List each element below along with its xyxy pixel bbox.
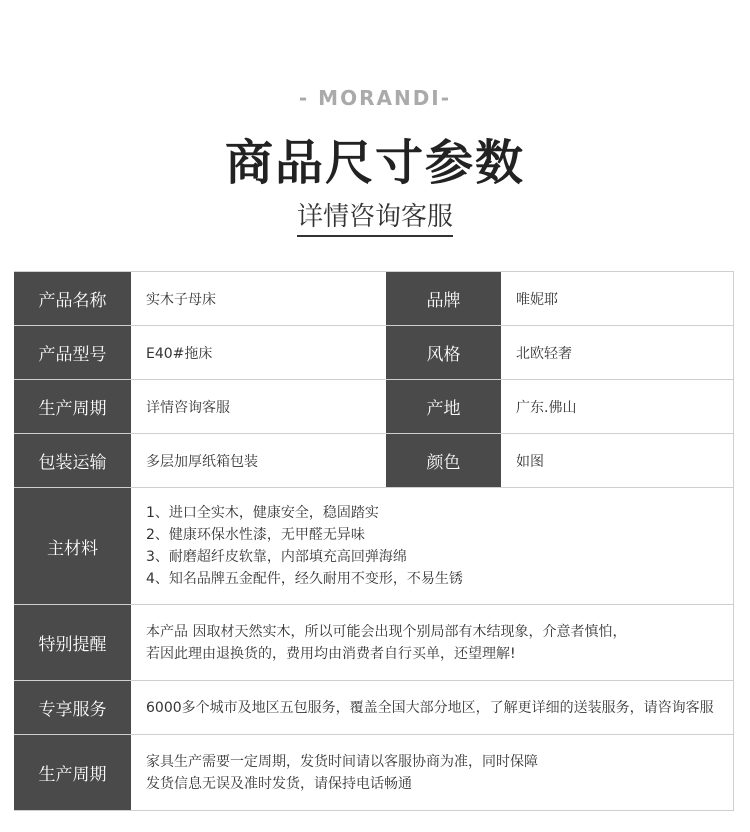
spec-value: 多层加厚纸箱包装	[131, 434, 386, 487]
notice-line: 若因此理由退换货的，费用均由消费者自行买单，还望理解!	[146, 645, 516, 662]
spec-label: 风格	[386, 326, 501, 379]
notice-line: 本产品 因取材天然实木，所以可能会出现个别局部有木结现象，介意者慎怕，	[146, 623, 627, 640]
spec-row-notice	[14, 605, 734, 681]
material-line: 3、耐磨超纤皮软靠，内部填充高回弹海绵	[146, 549, 407, 565]
spec-value: 唯妮耶	[501, 272, 734, 325]
spec-label: 特别提醒	[14, 605, 131, 680]
spec-row-material	[14, 488, 734, 605]
spec-label: 生产周期	[14, 735, 131, 810]
spec-value: 详情咨询客服	[131, 380, 386, 433]
service-line: 6000多个城市及地区五包服务，覆盖全国大部分地区，了解更详细的送装服务，请咨询客服	[146, 699, 714, 716]
spec-row	[14, 326, 734, 380]
brand-name: - MORANDI-	[298, 86, 452, 110]
spec-value: 如图	[501, 434, 734, 487]
spec-table	[14, 271, 734, 811]
spec-value	[131, 605, 734, 680]
spec-value: E40#拖床	[131, 326, 386, 379]
spec-label: 产品型号	[14, 326, 131, 379]
production-line: 家具生产需要一定周期，发货时间请以客服协商为准，同时保障	[146, 753, 538, 770]
spec-value: 广东.佛山	[501, 380, 734, 433]
spec-row	[14, 434, 734, 488]
page-title: 商品尺寸参数	[224, 135, 525, 191]
production-line: 发货信息无误及准时发货，请保持电话畅通	[146, 775, 412, 792]
spec-label: 产品名称	[14, 272, 131, 325]
spec-value	[131, 735, 734, 810]
spec-label: 品牌	[386, 272, 501, 325]
spec-label: 生产周期	[14, 380, 131, 433]
spec-label: 专享服务	[14, 681, 131, 734]
subtitle	[0, 196, 750, 233]
spec-label: 产地	[386, 380, 501, 433]
spec-label: 颜色	[386, 434, 501, 487]
subtitle-link[interactable]: 详情咨询客服	[297, 202, 453, 237]
material-line: 4、知名品牌五金配件，经久耐用不变形，不易生锈	[146, 571, 463, 587]
spec-value	[131, 681, 734, 734]
spec-row	[14, 380, 734, 434]
material-line: 1、进口全实木，健康安全，稳固踏实	[146, 505, 379, 521]
spec-value	[131, 488, 734, 604]
material-line: 2、健康环保水性漆，无甲醛无异味	[146, 527, 365, 543]
spec-row-service	[14, 681, 734, 735]
spec-label: 包装运输	[14, 434, 131, 487]
spec-value: 北欧轻奢	[501, 326, 734, 379]
spec-row	[14, 272, 734, 326]
spec-value: 实木子母床	[131, 272, 386, 325]
spec-row-production	[14, 735, 734, 811]
spec-label: 主材料	[14, 488, 131, 604]
